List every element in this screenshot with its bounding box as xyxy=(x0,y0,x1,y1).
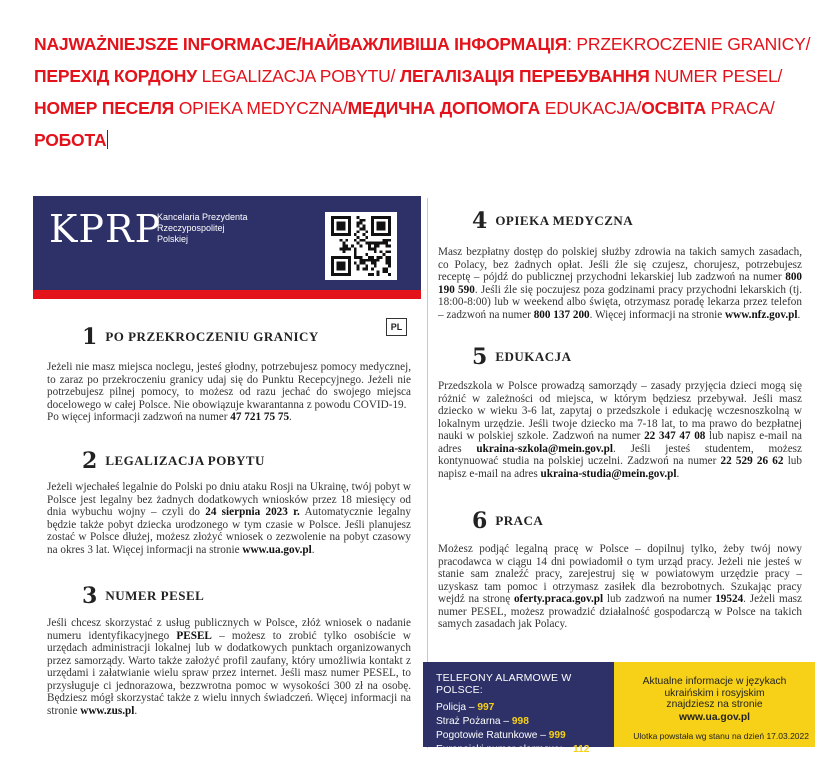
section-3-text: Jeśli chcesz skorzystać z usług publicznych w Polsce, złóż wniosek o nadanie numeru identyfikacyjnego PESEL – możesz to zrobić tylko osobiście w urzędach administracji lokalnej lub w dodatkowych punktach organizowanych przez samorządy. Warto także założyć profil zaufany, który umożliwia kontakt z urzędami i załatwianie wielu spraw przez internet. Jeśli masz numer PESEL, to przysługuje ci jednorazowa, bezzwrotna pomoc w wysokości 300 zł na osobę. Będziesz mógł skorzystać także z wielu innych świadczeń. Więcej informacji na stronie www.zus.pl. xyxy=(47,617,411,717)
header-part: PRACA/ xyxy=(705,98,775,118)
text-cursor xyxy=(107,130,108,149)
header-part: НАЙВАЖЛИВІША ІНФОРМАЦІЯ xyxy=(301,34,568,54)
section-6-text: Możesz podjąć legalną pracę w Polsce – dopilnuj tylko, żeby twój nowy pracodawca w ciągu 14 dni powiadomił o tym urząd pracy. Jeżeli nie jesteś w stanie sam znaleźć pracy, zarejestruj się w powiatowym urzędzie pracy – uzyskasz tam pomoc i otrzymasz zasiłek dla bezrobotnych. Szukając pracy wejdź na stronę oferty.praca.gov.pl lub zadzwoń na numer 19524. Jeżeli masz numer PESEL, możesz prowadzić działalność gospodarczą w Polsce na takich samych zasadach jak Polacy. xyxy=(438,543,802,630)
header-part: NAJWAŻNIEJSZE INFORMACJE/ xyxy=(34,34,302,54)
section-3-heading: 3 NUMER PESEL xyxy=(82,583,205,609)
section-2-text: Jeżeli wjechałeś legalnie do Polski po dniu ataku Rosji na Ukrainę, twój pobyt w Polsce jest legalny bez żadnych dodatkowych wniosków przez 18 miesięcy od dnia wybuchu wojny – czyli do 24 sierpnia 2023 r. Automatycznie legalny będzie także pobyt dziecka urodzonego w tym czasie w Polsce. Jeśli planujesz zostać w Polsce dłużej, możesz złożyć wniosek o zezwolenie na pobyt czasowy na okres 3 lat. Więcej informacji na stronie www.ua.gov.pl. xyxy=(47,481,411,556)
page-header xyxy=(34,28,824,156)
section-4-text: Masz bezpłatny dostęp do polskiej służby zdrowia na takich samych zasadach, co Polacy, bez żadnych opłat. Jeśli źle się czujesz, chorujesz, potrzebujesz receptę – pójdź do publicznej przychodni lekarskiej lub zadzwoń na numer 800 190 590. Jeśli źle się poczujesz poza godzinami pracy przychodni lekarskich (tj. 18:00-8:00) lub w weekend albo święta, otrzymasz poradę lekarza przez telefon – zadzwoń na numer 800 137 200. Więcej informacji na stronie www.nfz.gov.pl. xyxy=(438,246,802,321)
section-2-heading: 2 LEGALIZACJA POBYTU xyxy=(82,448,265,474)
section-6-heading: 6 PRACA xyxy=(472,508,544,534)
info-box: Aktualne informacje w językach ukraińskim i rosyjskim znajdziesz na stronie www.ua.gov.pl Ulotka powstała wg stanu na dzień 17.03.2022 xyxy=(614,662,815,747)
header-part: НОМЕР ПЕСЕЛЯ xyxy=(34,98,175,118)
emergency-phones-box: TELEFONY ALARMOWE W POLSCE: Policja – 997 Straż Pożarna – 998 Pogotowie Ratunkowe – 999 Europejski numer alarmowy – 112 xyxy=(423,662,614,747)
header-part: : PRZEKROCZENIE GRANICY/ xyxy=(567,34,811,54)
header-part: EDUKACJA/ xyxy=(540,98,642,118)
phone-row: Straż Pożarna – 998 xyxy=(436,716,529,727)
header-part: ПЕРЕХІД КОРДОНУ xyxy=(34,66,197,86)
header-part: OPIEKA MEDYCZNA/ xyxy=(174,98,348,118)
header-part: ЛЕГАЛІЗАЦІЯ ПЕРЕБУВАННЯ xyxy=(399,66,650,86)
section-5-text: Przedszkola w Polsce prowadzą samorządy – zasady przyjęcia dzieci mogą się różnić w zależności od miejsca, w którym będziesz przebywał. Jeśli masz dziecko w wieku 3-6 lat, zapytaj o przedszkole i edukację wczesnoszkolną w lokalnym urzędzie. Jeśli twoje dziecko ma 7-18 lat, to ma prawo do bezpłatnej nauki w polskiej szkole. Zadzwoń na numer 22 347 47 08 lub napisz e-mail na adres ukraina-szkola@mein.gov.pl. Jeśli jesteś studentem, możesz kontynuować studia na polskiej uczelni. Zadzwoń na numer 22 529 26 62 lub napisz e-mail na adres ukraina-studia@mein.gov.pl. xyxy=(438,380,803,480)
header-part: РОБОТА xyxy=(34,130,107,150)
section-5-heading: 5 EDUKACJA xyxy=(472,344,572,370)
section-1-text: Jeżeli nie masz miejsca noclegu, jesteś głodny, potrzebujesz pomocy medycznej, to zaraz po przekroczeniu granicy udaj się do Punktu Recepcyjnego. Jeżeli nie potrzebujesz pilnej pomocy, to możesz od razu jechać do swojego miejsca docelowego w całej Polsce. Nie obowiązuje kwarantanna z powodu COVID-19. Po więcej informacji zadzwoń na numer 47 721 75 75. xyxy=(47,361,411,423)
header-part: LEGALIZACJA POBYTU/ xyxy=(196,66,400,86)
qr-code-icon[interactable] xyxy=(325,212,397,280)
phone-row: Pogotowie Ratunkowe – 999 xyxy=(436,730,566,741)
header-part: NUMER PESEL/ xyxy=(649,66,783,86)
phone-row: Europejski numer alarmowy – 112 xyxy=(436,744,590,755)
kprp-name: Kancelaria Prezydenta Rzeczypospolitej Polskiej xyxy=(157,212,248,244)
banner-red-stripe xyxy=(33,290,421,299)
kprp-banner xyxy=(33,196,421,290)
header-part: МЕДИЧНА ДОПОМОГА xyxy=(347,98,541,118)
header-part: ОСВІТА xyxy=(641,98,706,118)
section-4-heading: 4 OPIEKA MEDYCZNA xyxy=(472,208,634,234)
kprp-logo: KPRP xyxy=(49,207,162,251)
info-url-link[interactable]: www.ua.gov.pl xyxy=(679,711,750,723)
phone-row: Policja – 997 xyxy=(436,702,495,713)
section-1-heading: 1 PO PRZEKROCZENIU GRANICY xyxy=(82,324,319,350)
language-badge: PL xyxy=(386,318,407,336)
